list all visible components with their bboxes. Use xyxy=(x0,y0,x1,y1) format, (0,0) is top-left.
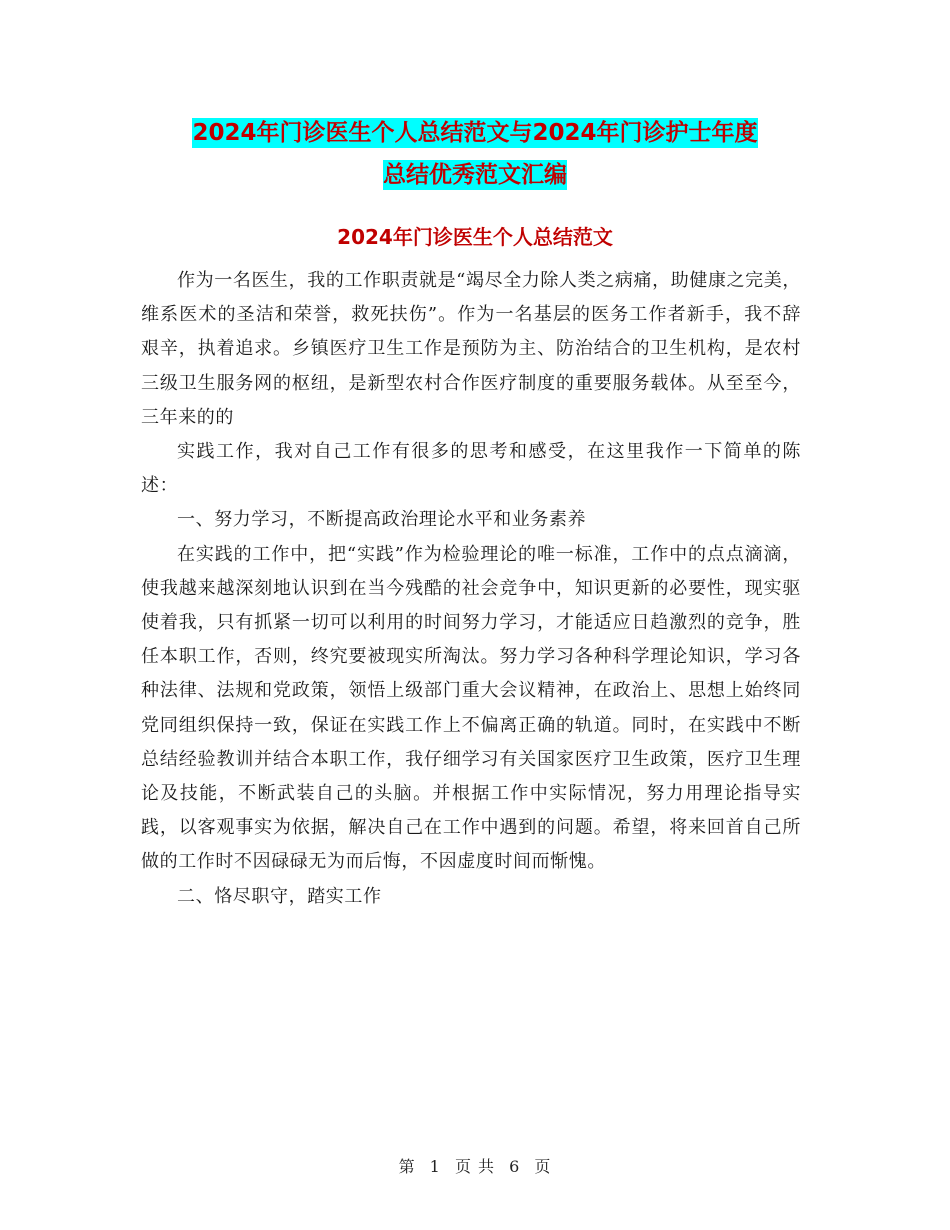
paragraph-2: 实践工作，我对自己工作有很多的思考和感受，在这里我作一下简单的陈述： xyxy=(141,441,801,497)
footer-current-page: 1 xyxy=(429,1157,441,1176)
page-footer xyxy=(0,1154,950,1177)
title-text-1: 2024年门诊医生个人总结范文与2024年门诊护士年度 xyxy=(192,120,758,146)
footer-prefix: 第 xyxy=(398,1157,416,1176)
document-title-line-2 xyxy=(0,152,950,198)
title-text-2: 总结优秀范文汇编 xyxy=(383,162,567,188)
footer-middle: 页 共 xyxy=(454,1157,496,1176)
paragraph-1: 作为一名医生，我的工作职责就是“竭尽全力除人类之病痛，助健康之完美，维系医术的圣洁和荣誉，救死扶伤”。作为一名基层的医务工作者新手，我不辞艰辛，执着追求。乡镇医疗卫生工作是预防为主、防治结合的卫生机构，是农村三级卫生服务网的枢纽，是新型农村合作医疗制度的重要服务载体。从至至今，三年来的的 xyxy=(141,270,801,428)
paragraph-heading-2: 二、恪尽职守，踏实工作 xyxy=(177,885,382,907)
document-title-line-1 xyxy=(0,110,950,156)
footer-total-pages: 6 xyxy=(509,1157,521,1176)
paragraph-3: 在实践的工作中，把“实践”作为检验理论的唯一标准，工作中的点点滴滴，使我越来越深刻地认识到在当今残酷的社会竞争中，知识更新的必要性，现实驱使着我，只有抓紧一切可以利用的时间努力学习，才能适应日趋激烈的竞争，胜任本职工作，否则，终究要被现实所淘汰。努力学习各种科学理论知识，学习各种法律、法规和党政策，领悟上级部门重大会议精神，在政治上、思想上始终同党同组织保持一致，保证在实践工作上不偏离正确的轨道。同时，在实践中不断总结经验教训并结合本职工作，我仔细学习有关国家医疗卫生政策，医疗卫生理论及技能，不断武装自己的头脑。并根据工作中实际情况，努力用理论指导实践，以客观事实为依据，解决自己在工作中遇到的问题。希望，将来回首自己所做的工作时不因碌碌无为而后悔，不因虚度时间而惭愧。 xyxy=(141,543,801,873)
body-text xyxy=(141,264,801,914)
section-title: 2024年门诊医生个人总结范文 xyxy=(337,225,613,249)
paragraph-heading-1: 一、努力学习，不断提高政治理论水平和业务素养 xyxy=(177,509,587,531)
footer-suffix: 页 xyxy=(534,1157,552,1176)
